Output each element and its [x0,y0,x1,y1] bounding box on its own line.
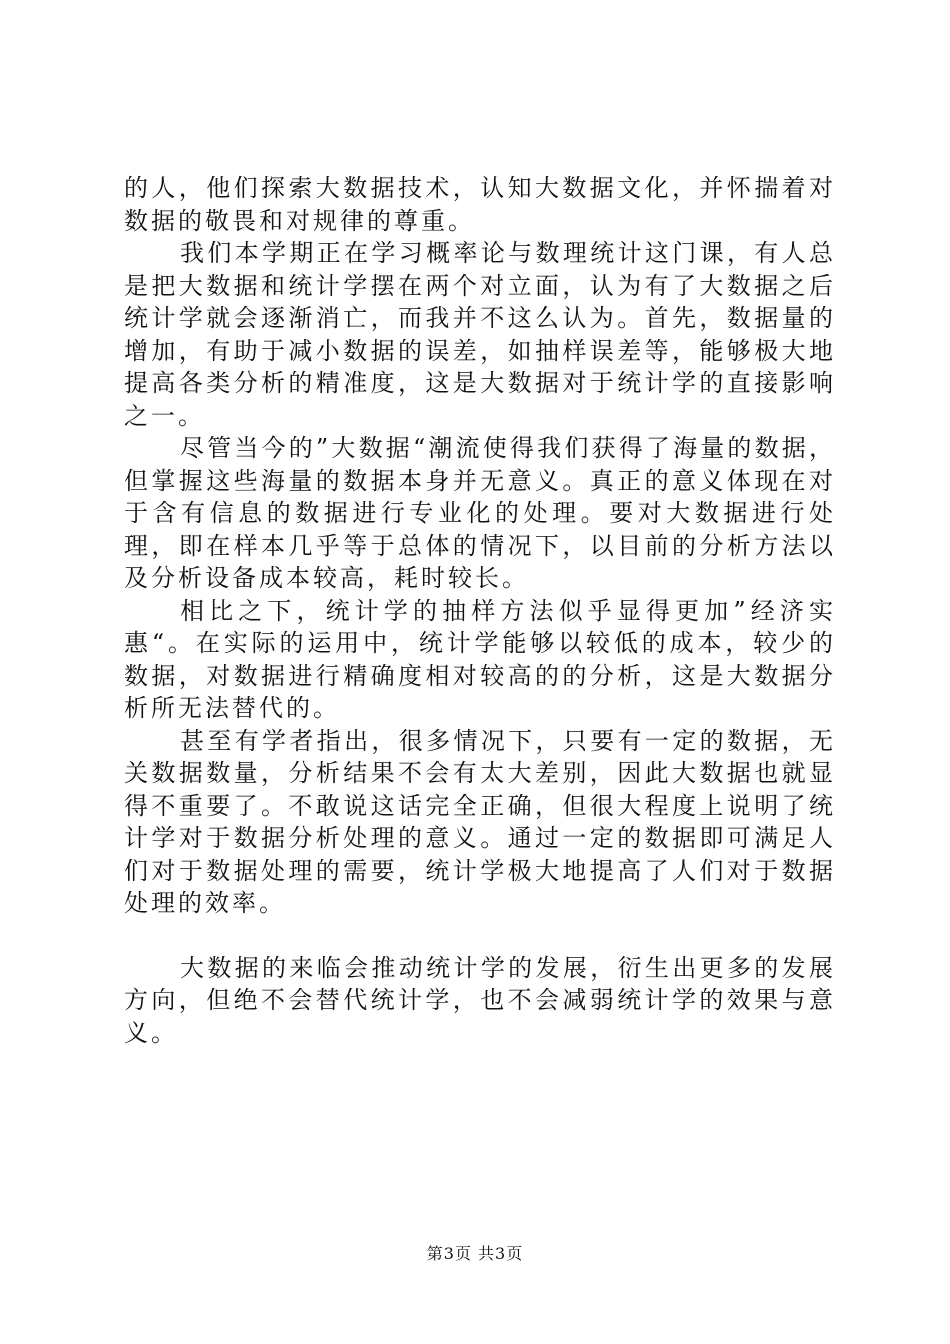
paragraph-scholars-view: 甚至有学者指出，很多情况下，只要有一定的数据，无关数据数量，分析结果不会有太大差别，因此大数据也就显得不重要了。不敢说这话完全正确，但很大程度上说明了统计学对于数据分析处理的意义。通过一定的数据即可满足人们对于数据处理的需要，统计学极大地提高了人们对于数据处理的效率。 [124,726,836,917]
paragraph-massive-data: 尽管当今的”大数据“潮流使得我们获得了海量的数据，但掌握这些海量的数据本身并无意义。真正的意义体现在对于含有信息的数据进行专业化的处理。要对大数据进行处理，即在样本几乎等于总体的情况下，以目前的分析方法以及分析设备成本较高，耗时较长。 [124,434,836,592]
paragraph-sampling-method: 相比之下，统计学的抽样方法似乎显得更加”经济实惠“。在实际的运用中，统计学能够以较低的成本，较少的数据，对数据进行精确度相对较高的的分析，这是大数据分析所无法替代的。 [124,596,836,722]
paragraph-statistics-course: 我们本学期正在学习概率论与数理统计这门课，有人总是把大数据和统计学摆在两个对立面，认为有了大数据之后统计学就会逐渐消亡，而我并不这么认为。首先，数据量的增加，有助于减小数据的误差，如抽样误差等，能够极大地提高各类分析的精准度，这是大数据对于统计学的直接影响之一。 [124,239,836,430]
page-number-footer: 第3页 共3页 [426,1244,524,1263]
paragraph-continuation: 的人，他们探索大数据技术，认知大数据文化，并怀揣着对数据的敬畏和对规律的尊重。 [124,174,836,235]
document-body [124,172,836,1049]
paragraph-conclusion: 大数据的来临会推动统计学的发展，衍生出更多的发展方向，但绝不会替代统计学，也不会减弱统计学的效果与意义。 [124,953,836,1047]
